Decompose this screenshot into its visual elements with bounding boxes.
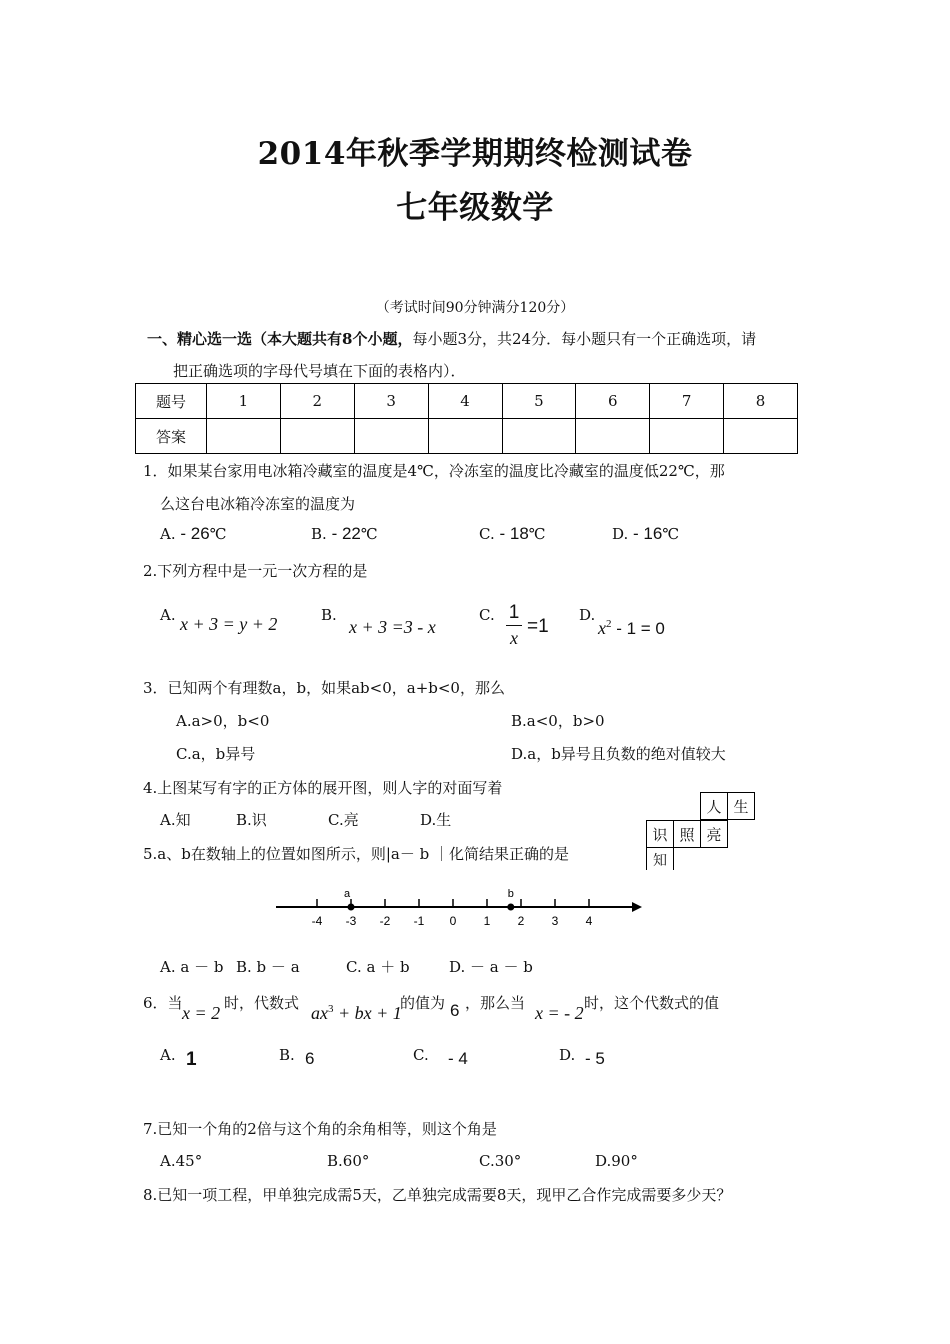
q2-option-d-label: D. [579, 606, 596, 624]
option-label: A. [160, 525, 176, 543]
page-subtitle: 七年级数学 [396, 190, 554, 226]
expr-exponent: 2 [606, 618, 612, 630]
option-unit: ℃ [528, 525, 546, 543]
q2-option-a-expr: x + 3 = y + 2 [180, 614, 278, 634]
q5-option-b: B. b － a [236, 958, 300, 976]
table-cell-number: 6 [576, 384, 650, 419]
option-unit: ℃ [662, 525, 680, 543]
answer-cell[interactable] [207, 419, 281, 454]
option-unit: ℃ [209, 525, 227, 543]
number-line-tick-label: -1 [413, 914, 425, 928]
q6-mid-3: ，那么当 [465, 994, 526, 1012]
q3-option-b: B.a<0，b>0 [511, 712, 605, 730]
expr-rest: - 1 = 0 [611, 619, 665, 638]
expr-rest: + bx + 1 [333, 1003, 402, 1023]
number-line-tick-label: -3 [345, 914, 357, 928]
cube-face: 照 [674, 821, 701, 848]
q4-option-d: D.生 [420, 811, 452, 829]
q6-option-c-value: - 4 [448, 1049, 468, 1068]
q6-option-a-label: A. [160, 1046, 176, 1064]
page-title: 2014年秋季学期期终检测试卷 [257, 136, 693, 172]
number-line-tick-label: -4 [311, 914, 323, 928]
q4-option-a: A.知 [160, 811, 191, 829]
fraction-bar [506, 625, 522, 626]
cube-face: 生 [728, 793, 755, 820]
number-line-tick-label: 0 [449, 914, 457, 928]
section-heading-rest: 每小题3分，共24分．每小题只有一个正确选项，请 [412, 330, 757, 348]
expr-base: ax [311, 1003, 328, 1023]
q6-expression [311, 1003, 402, 1024]
q6-option-c-label: C. [413, 1046, 429, 1064]
q2-text: 2.下列方程中是一元一次方程的是 [143, 562, 368, 580]
q2-option-c-fraction [504, 602, 524, 649]
q1-option-c [479, 524, 546, 544]
q6-value: 6 [450, 1001, 460, 1020]
expr-exponent: 3 [328, 1003, 334, 1015]
option-value: - 16 [633, 524, 663, 543]
fraction-numerator: 1 [508, 602, 520, 623]
q5-option-c: C. a ＋ b [346, 958, 410, 976]
answer-cell[interactable] [428, 419, 502, 454]
q3-option-c: C.a，b异号 [176, 745, 256, 763]
option-label: D. [612, 525, 629, 543]
q7-option-a: A.45° [160, 1152, 203, 1170]
cube-net-top-row [700, 792, 755, 820]
answer-cell[interactable] [650, 419, 724, 454]
q5-option-a: A. a － b [160, 958, 224, 976]
section-heading-bold: 一、精心选一选（本大题共有8个小题， [147, 330, 413, 348]
q6-condition-1: x = 2 [182, 1003, 221, 1023]
q1-option-a [160, 524, 226, 544]
q5-text: 5.a、b在数轴上的位置如图所示，则|a－ b ｜化简结果正确的是 [143, 845, 569, 863]
q7-option-b: B.60° [327, 1152, 370, 1170]
answer-cell[interactable] [576, 419, 650, 454]
cube-face: 识 [647, 821, 674, 848]
q3-option-d: D.a，b异号且负数的绝对值较大 [511, 745, 726, 763]
q8-text: 8.已知一项工程，甲单独完成需5天，乙单独完成需要8天，现甲乙合作完成需要多少天？ [143, 1186, 732, 1204]
q6-condition-2: x = - 2 [535, 1003, 584, 1023]
q5-option-d: D. － a － b [449, 958, 533, 976]
q1-option-d [612, 524, 679, 544]
q1-text-line2: 么这台电冰箱冷冻室的温度为 [160, 495, 356, 513]
option-value: - 22 [331, 524, 361, 543]
option-unit: ℃ [360, 525, 378, 543]
q6-option-b-label: B. [279, 1046, 295, 1064]
answer-table [135, 383, 798, 454]
table-cell-number: 1 [207, 384, 281, 419]
q4-option-c: C.亮 [328, 811, 359, 829]
table-cell-number: 3 [354, 384, 428, 419]
point-b-label: b [507, 888, 514, 900]
section-heading [147, 328, 756, 349]
number-line [270, 880, 660, 935]
table-cell-label: 答案 [136, 419, 207, 454]
table-cell-number: 4 [428, 384, 502, 419]
q1-text: 1．如果某台家用电冰箱冷藏室的温度是4℃，冷冻室的温度比冷藏室的温度低22℃，那 [143, 462, 725, 480]
expr-base: x [598, 618, 606, 638]
q7-text: 7.已知一个角的2倍与这个角的余角相等，则这个角是 [143, 1120, 497, 1138]
q1-option-b [311, 524, 378, 544]
q6-mid-1: 时，代数式 [224, 994, 300, 1012]
cube-face: 人 [701, 793, 728, 820]
table-cell-number: 2 [280, 384, 354, 419]
q6-mid-2: 的值为 [400, 994, 446, 1012]
point-a-label: a [343, 888, 351, 900]
number-line-tick-label: 4 [585, 914, 593, 928]
number-line-ticks [312, 899, 593, 928]
number-line-tick-label: -2 [379, 914, 391, 928]
q6-suffix: 时，这个代数式的值 [584, 994, 720, 1012]
q2-option-a-label: A. [160, 606, 176, 624]
option-value: - 18 [499, 524, 529, 543]
section-heading-line2: 把正确选项的字母代号填在下面的表格内）． [173, 362, 466, 380]
point-b [507, 904, 514, 911]
table-cell-number: 7 [650, 384, 724, 419]
exam-info: （考试时间90分钟满分120分） [375, 300, 575, 316]
cube-net-middle-row [646, 820, 728, 848]
q6-option-d-value: - 5 [585, 1049, 605, 1068]
q7-option-c: C.30° [479, 1152, 522, 1170]
answer-table-number-row [136, 384, 798, 419]
q6-option-a-value: 1 [186, 1049, 197, 1070]
point-a [348, 904, 355, 911]
option-label: C. [479, 525, 495, 543]
q2-option-b-label: B. [321, 606, 337, 624]
table-cell-number: 5 [502, 384, 576, 419]
table-cell-label: 题号 [136, 384, 207, 419]
q6-option-d-label: D. [559, 1046, 576, 1064]
q6-option-b-value: 6 [305, 1049, 315, 1068]
number-line-tick-label: 3 [551, 914, 559, 928]
answer-table-answer-row [136, 419, 798, 454]
q3-option-a: A.a>0，b<0 [176, 712, 270, 730]
fraction-denominator: x [510, 628, 518, 648]
q4-option-b: B.识 [236, 811, 267, 829]
q2-option-d-expr [598, 618, 665, 639]
q7-option-d: D.90° [595, 1152, 638, 1170]
answer-cell[interactable] [502, 419, 576, 454]
q4-text: 4.上图某写有字的正方体的展开图，则人字的对面写着 [143, 779, 503, 797]
cube-face: 知 [646, 848, 674, 870]
q2-option-c-label: C. [479, 606, 495, 624]
option-value: - 26 [180, 524, 210, 543]
answer-cell[interactable] [280, 419, 354, 454]
answer-cell[interactable] [354, 419, 428, 454]
number-line-tick-label: 1 [483, 914, 491, 928]
q2-option-b-expr: x + 3 =3 - x [349, 617, 436, 637]
option-label: B. [311, 525, 327, 543]
answer-cell[interactable] [724, 419, 798, 454]
cube-face: 亮 [701, 821, 728, 848]
q3-text: 3．已知两个有理数a，b，如果ab<0，a+b<0，那么 [143, 679, 505, 697]
number-line-arrow [632, 902, 642, 912]
q2-option-c-rhs: =1 [527, 616, 549, 637]
q6-prefix: 6．当 [143, 994, 183, 1012]
number-line-tick-label: 2 [517, 914, 525, 928]
table-cell-number: 8 [724, 384, 798, 419]
